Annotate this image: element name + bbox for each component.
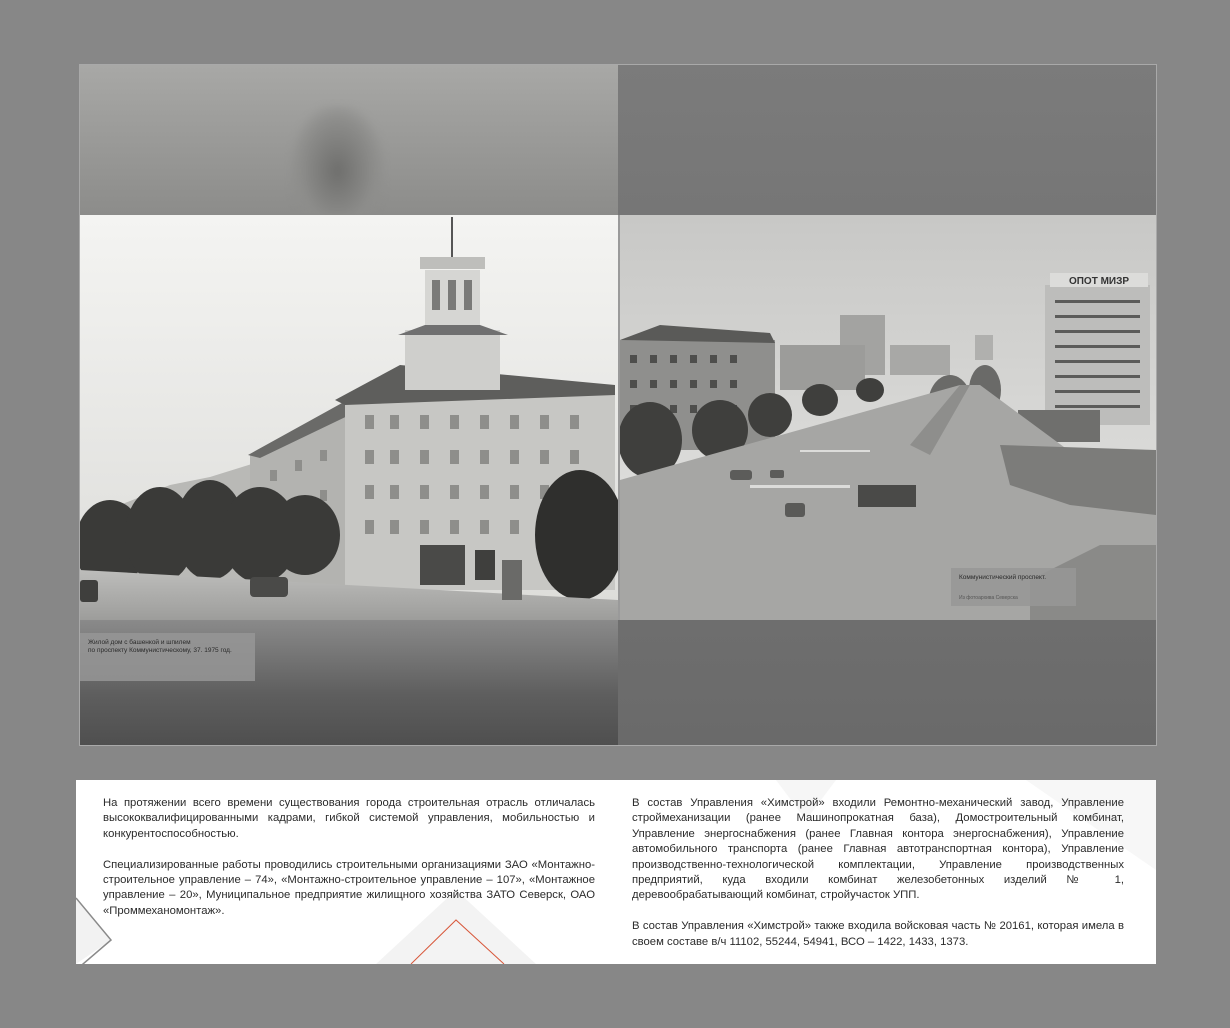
blurred-tower-shadow xyxy=(290,105,385,215)
blurred-top-band-right xyxy=(618,65,1156,215)
paragraph: В состав Управления «Химстрой» также входила войсковая часть № 20161, которая имела в своем составе в/ч 11102, 55244, 54941, ВСО – 1422, 1433, 1373. xyxy=(632,920,1124,948)
caption-left xyxy=(80,633,255,681)
blurred-bottom-band-right xyxy=(618,620,1156,745)
caption-right xyxy=(951,568,1076,606)
text-column-left xyxy=(103,796,595,935)
paragraph: На протяжении всего времени существования города строительная отрасль отличалась высококвалифицированными кадрами, гибкой системой управления, мобильностью и конкурентоспособностью. xyxy=(103,797,595,840)
photo-communist-avenue xyxy=(620,215,1156,620)
photo-spread xyxy=(80,65,1156,745)
caption-left-line-1: Жилой дом с башенкой и шпилем xyxy=(88,639,191,646)
paragraph: В состав Управления «Химстрой» входили Ремонтно-механический завод, Управление строймеханизации (ранее Машинопрокатная база), Домостроительный комбинат, Управление энергоснабжения (ранее Главная контора энергоснабжения), Управление автомобильного транспорта (ранее Главная автотранспортная контора), Управление производственно-технологической комплектации, Управление производственных предприятий, куда входили комбинат железобетонных изделий № 1, деревообрабатывающий комбинат, стройучасток УПП. xyxy=(632,797,1124,902)
text-panel xyxy=(76,780,1156,964)
caption-right-source: Из фотоархива Северска xyxy=(959,595,1018,601)
paragraph: Специализированные работы проводились строительными организациями ЗАО «Монтажно-строительное управление – 74», «Монтажно-строительное управление – 107», «Монтажное управление – 20», Муниципальное предприятие жилищного хозяйства ЗАТО Северск, ОАО «Проммеханомонтаж». xyxy=(103,858,595,917)
photo-building-with-tower xyxy=(80,215,618,620)
text-column-right xyxy=(632,796,1124,964)
rooftop-sign: ОПОТ МИЗР xyxy=(1068,276,1130,287)
caption-left-line-2: по проспекту Коммунистическому, 37. 1975 год. xyxy=(88,647,232,654)
caption-right-title: Коммунистический проспект. xyxy=(959,574,1047,581)
